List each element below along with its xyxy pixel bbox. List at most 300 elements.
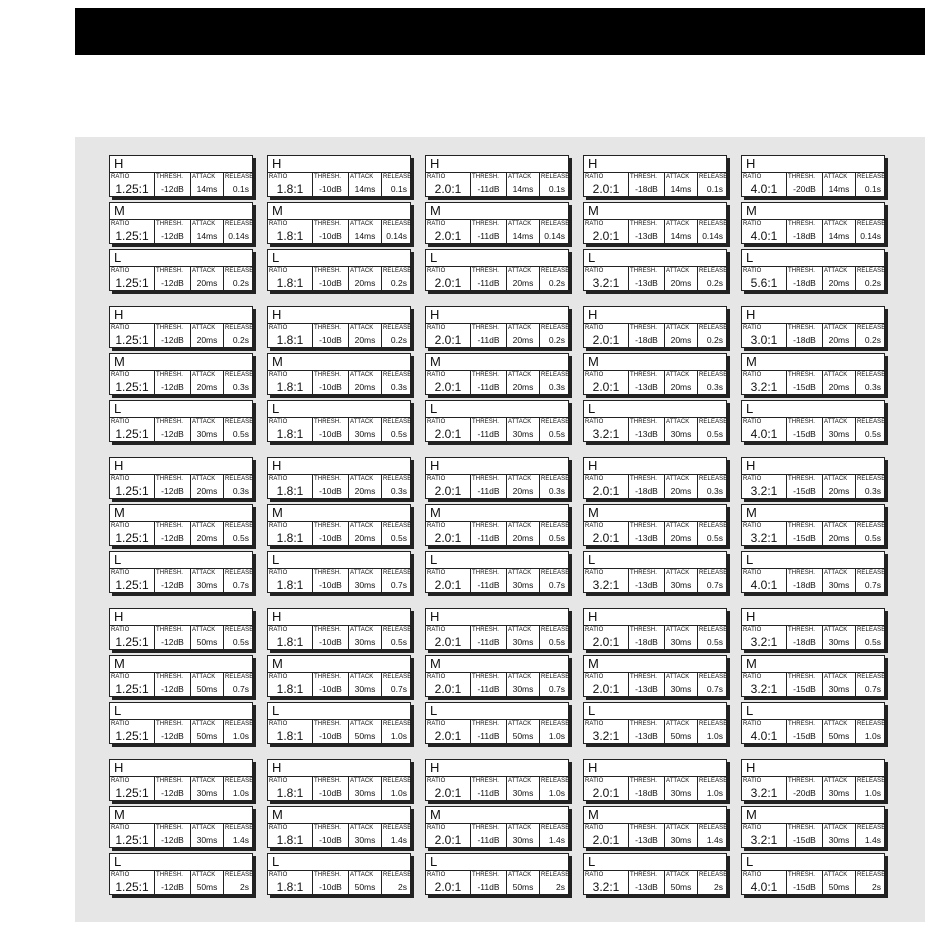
thresh-value: -10dB bbox=[319, 580, 342, 590]
release-cell bbox=[223, 777, 252, 800]
release-label: RELEASE bbox=[383, 523, 412, 529]
ratio-label: RATIO bbox=[743, 627, 762, 633]
ratio-value: 1.8:1 bbox=[276, 182, 304, 196]
thresh-label: THRESH. bbox=[156, 419, 184, 425]
ratio-cell bbox=[742, 777, 786, 800]
release-cell bbox=[223, 475, 252, 498]
attack-label: ATTACK bbox=[508, 570, 532, 576]
release-label: RELEASE bbox=[225, 268, 254, 274]
band-values-row bbox=[426, 370, 568, 394]
thresh-cell bbox=[628, 673, 664, 696]
release-label: RELEASE bbox=[541, 174, 570, 180]
release-cell bbox=[697, 371, 726, 394]
band-card bbox=[741, 202, 885, 244]
release-label: RELEASE bbox=[699, 674, 728, 680]
band-label: L bbox=[430, 703, 438, 718]
thresh-value: -10dB bbox=[319, 882, 342, 892]
release-value: 1.0s bbox=[390, 731, 407, 741]
thresh-value: -13dB bbox=[635, 882, 658, 892]
release-value: 0.3s bbox=[864, 382, 881, 392]
release-cell bbox=[855, 220, 884, 243]
release-value: 1.0s bbox=[232, 731, 249, 741]
thresh-label: THRESH. bbox=[472, 825, 500, 831]
ratio-cell bbox=[110, 418, 154, 441]
attack-label: ATTACK bbox=[192, 627, 216, 633]
band-label: L bbox=[272, 401, 280, 416]
band-card bbox=[109, 249, 253, 291]
attack-value: 20ms bbox=[828, 335, 850, 345]
thresh-value: -11dB bbox=[477, 684, 500, 694]
release-value: 0.3s bbox=[548, 486, 565, 496]
band-values-row bbox=[742, 719, 884, 743]
thresh-value: -11dB bbox=[477, 882, 500, 892]
band-values-row bbox=[268, 266, 410, 290]
release-value: 0.7s bbox=[864, 580, 881, 590]
release-value: 0.5s bbox=[706, 429, 723, 439]
band-values-row bbox=[584, 672, 726, 696]
band-values-row bbox=[268, 568, 410, 592]
ratio-cell bbox=[268, 418, 312, 441]
ratio-cell bbox=[584, 871, 628, 894]
ratio-label: RATIO bbox=[585, 419, 604, 425]
band-card bbox=[583, 806, 727, 848]
release-value: 0.7s bbox=[232, 684, 249, 694]
band-label: M bbox=[114, 203, 125, 218]
ratio-cell bbox=[426, 720, 470, 743]
release-value: 0.5s bbox=[390, 533, 407, 543]
release-cell bbox=[855, 824, 884, 847]
thresh-label: THRESH. bbox=[314, 372, 342, 378]
thresh-cell bbox=[470, 824, 506, 847]
band-values-row bbox=[584, 719, 726, 743]
band-label: L bbox=[746, 401, 754, 416]
ratio-cell bbox=[426, 871, 470, 894]
thresh-label: THRESH. bbox=[472, 476, 500, 482]
thresh-value: -10dB bbox=[319, 684, 342, 694]
thresh-cell bbox=[470, 720, 506, 743]
ratio-label: RATIO bbox=[743, 674, 762, 680]
header-bar bbox=[75, 8, 925, 55]
ratio-label: RATIO bbox=[427, 419, 446, 425]
ratio-cell bbox=[426, 267, 470, 290]
thresh-value: -10dB bbox=[319, 637, 342, 647]
thresh-cell bbox=[154, 720, 190, 743]
ratio-cell bbox=[110, 267, 154, 290]
thresh-cell bbox=[312, 418, 348, 441]
release-value: 0.5s bbox=[390, 637, 407, 647]
release-cell bbox=[855, 777, 884, 800]
release-label: RELEASE bbox=[383, 825, 412, 831]
release-cell bbox=[539, 777, 568, 800]
release-cell bbox=[381, 824, 410, 847]
attack-value: 20ms bbox=[828, 382, 850, 392]
ratio-value: 1.8:1 bbox=[276, 682, 304, 696]
ratio-label: RATIO bbox=[269, 825, 288, 831]
thresh-value: -12dB bbox=[161, 486, 184, 496]
thresh-value: -12dB bbox=[161, 788, 184, 798]
ratio-value: 2.0:1 bbox=[434, 427, 462, 441]
attack-cell bbox=[190, 475, 223, 498]
thresh-label: THRESH. bbox=[788, 721, 816, 727]
ratio-value: 2.0:1 bbox=[592, 229, 620, 243]
release-value: 1.4s bbox=[232, 835, 249, 845]
thresh-label: THRESH. bbox=[314, 627, 342, 633]
attack-label: ATTACK bbox=[350, 174, 374, 180]
band-card bbox=[425, 353, 569, 395]
band-values-row bbox=[110, 370, 252, 394]
attack-value: 20ms bbox=[828, 533, 850, 543]
thresh-cell bbox=[628, 871, 664, 894]
ratio-label: RATIO bbox=[111, 221, 130, 227]
band-values-row bbox=[742, 474, 884, 498]
attack-cell bbox=[348, 475, 381, 498]
release-cell bbox=[539, 824, 568, 847]
ratio-cell bbox=[110, 220, 154, 243]
band-values-row bbox=[110, 521, 252, 545]
thresh-label: THRESH. bbox=[156, 476, 184, 482]
ratio-cell bbox=[110, 626, 154, 649]
thresh-label: THRESH. bbox=[156, 674, 184, 680]
thresh-label: THRESH. bbox=[156, 372, 184, 378]
thresh-label: THRESH. bbox=[314, 325, 342, 331]
thresh-label: THRESH. bbox=[788, 325, 816, 331]
ratio-value: 3.2:1 bbox=[750, 484, 778, 498]
attack-value: 20ms bbox=[670, 335, 692, 345]
ratio-label: RATIO bbox=[111, 674, 130, 680]
band-card bbox=[583, 759, 727, 801]
band-values-row bbox=[584, 521, 726, 545]
thresh-label: THRESH. bbox=[314, 721, 342, 727]
attack-cell bbox=[664, 418, 697, 441]
release-label: RELEASE bbox=[225, 523, 254, 529]
ratio-label: RATIO bbox=[427, 872, 446, 878]
release-cell bbox=[539, 418, 568, 441]
thresh-cell bbox=[786, 475, 822, 498]
band-values-row bbox=[268, 323, 410, 347]
attack-cell bbox=[506, 673, 539, 696]
ratio-cell bbox=[742, 673, 786, 696]
band-values-row bbox=[110, 568, 252, 592]
ratio-cell bbox=[268, 720, 312, 743]
thresh-cell bbox=[312, 871, 348, 894]
thresh-value: -12dB bbox=[161, 580, 184, 590]
release-cell bbox=[539, 267, 568, 290]
band-values-row bbox=[268, 672, 410, 696]
ratio-value: 1.25:1 bbox=[115, 635, 149, 649]
attack-cell bbox=[822, 626, 855, 649]
attack-value: 30ms bbox=[670, 580, 692, 590]
attack-value: 20ms bbox=[512, 486, 534, 496]
ratio-cell bbox=[110, 522, 154, 545]
release-value: 0.7s bbox=[390, 580, 407, 590]
thresh-cell bbox=[786, 522, 822, 545]
attack-label: ATTACK bbox=[508, 778, 532, 784]
attack-value: 20ms bbox=[670, 278, 692, 288]
band-label: H bbox=[588, 458, 598, 473]
attack-label: ATTACK bbox=[824, 268, 848, 274]
attack-value: 30ms bbox=[670, 429, 692, 439]
thresh-value: -11dB bbox=[477, 278, 500, 288]
ratio-value: 1.25:1 bbox=[115, 484, 149, 498]
attack-cell bbox=[348, 673, 381, 696]
ratio-cell bbox=[742, 475, 786, 498]
attack-cell bbox=[506, 267, 539, 290]
thresh-value: -12dB bbox=[161, 429, 184, 439]
attack-value: 50ms bbox=[196, 731, 218, 741]
thresh-value: -10dB bbox=[319, 231, 342, 241]
band-label: H bbox=[588, 307, 598, 322]
ratio-label: RATIO bbox=[585, 372, 604, 378]
attack-value: 20ms bbox=[196, 278, 218, 288]
release-cell bbox=[539, 720, 568, 743]
attack-label: ATTACK bbox=[666, 872, 690, 878]
band-card bbox=[583, 353, 727, 395]
band-values-row bbox=[110, 870, 252, 894]
ratio-value: 3.2:1 bbox=[750, 786, 778, 800]
thresh-label: THRESH. bbox=[630, 325, 658, 331]
ratio-cell bbox=[268, 522, 312, 545]
thresh-cell bbox=[312, 673, 348, 696]
release-value: 0.1s bbox=[232, 184, 249, 194]
release-cell bbox=[381, 418, 410, 441]
band-values-row bbox=[426, 474, 568, 498]
thresh-label: THRESH. bbox=[788, 476, 816, 482]
attack-label: ATTACK bbox=[192, 221, 216, 227]
band-card bbox=[741, 551, 885, 593]
release-value: 0.3s bbox=[232, 486, 249, 496]
thresh-cell bbox=[470, 173, 506, 196]
band-label: M bbox=[588, 505, 599, 520]
release-label: RELEASE bbox=[541, 778, 570, 784]
attack-value: 20ms bbox=[196, 533, 218, 543]
attack-value: 20ms bbox=[354, 335, 376, 345]
thresh-label: THRESH. bbox=[156, 721, 184, 727]
ratio-label: RATIO bbox=[269, 627, 288, 633]
band-label: L bbox=[114, 401, 122, 416]
band-values-row bbox=[268, 719, 410, 743]
release-cell bbox=[697, 824, 726, 847]
band-card bbox=[109, 853, 253, 895]
band-card bbox=[425, 400, 569, 442]
thresh-label: THRESH. bbox=[630, 778, 658, 784]
release-cell bbox=[697, 673, 726, 696]
attack-label: ATTACK bbox=[508, 674, 532, 680]
attack-cell bbox=[822, 824, 855, 847]
release-cell bbox=[381, 720, 410, 743]
band-card bbox=[583, 202, 727, 244]
ratio-value: 3.0:1 bbox=[750, 333, 778, 347]
ratio-value: 1.8:1 bbox=[276, 729, 304, 743]
release-label: RELEASE bbox=[699, 523, 728, 529]
band-label: M bbox=[746, 656, 757, 671]
thresh-cell bbox=[628, 720, 664, 743]
thresh-label: THRESH. bbox=[630, 674, 658, 680]
thresh-cell bbox=[312, 720, 348, 743]
ratio-cell bbox=[584, 522, 628, 545]
thresh-value: -18dB bbox=[635, 788, 658, 798]
band-card bbox=[109, 504, 253, 546]
thresh-label: THRESH. bbox=[314, 476, 342, 482]
attack-cell bbox=[506, 569, 539, 592]
band-values-row bbox=[268, 474, 410, 498]
attack-label: ATTACK bbox=[824, 627, 848, 633]
attack-label: ATTACK bbox=[666, 523, 690, 529]
thresh-label: THRESH. bbox=[788, 523, 816, 529]
attack-cell bbox=[506, 871, 539, 894]
ratio-label: RATIO bbox=[269, 221, 288, 227]
release-label: RELEASE bbox=[699, 476, 728, 482]
release-cell bbox=[539, 220, 568, 243]
band-label: M bbox=[588, 354, 599, 369]
thresh-cell bbox=[786, 569, 822, 592]
ratio-cell bbox=[584, 267, 628, 290]
band-label: H bbox=[746, 760, 756, 775]
release-value: 0.5s bbox=[548, 429, 565, 439]
band-card bbox=[583, 400, 727, 442]
release-cell bbox=[539, 626, 568, 649]
release-cell bbox=[381, 569, 410, 592]
attack-label: ATTACK bbox=[666, 174, 690, 180]
thresh-cell bbox=[628, 777, 664, 800]
attack-label: ATTACK bbox=[192, 268, 216, 274]
ratio-cell bbox=[110, 777, 154, 800]
ratio-label: RATIO bbox=[427, 268, 446, 274]
ratio-label: RATIO bbox=[427, 174, 446, 180]
thresh-cell bbox=[470, 220, 506, 243]
thresh-label: THRESH. bbox=[472, 872, 500, 878]
release-value: 0.7s bbox=[706, 684, 723, 694]
band-values-row bbox=[742, 219, 884, 243]
thresh-cell bbox=[628, 267, 664, 290]
band-card bbox=[109, 608, 253, 650]
ratio-value: 1.25:1 bbox=[115, 333, 149, 347]
attack-value: 14ms bbox=[670, 184, 692, 194]
ratio-value: 4.0:1 bbox=[750, 427, 778, 441]
release-label: RELEASE bbox=[699, 221, 728, 227]
release-cell bbox=[697, 173, 726, 196]
thresh-cell bbox=[628, 173, 664, 196]
ratio-label: RATIO bbox=[269, 778, 288, 784]
ratio-value: 1.8:1 bbox=[276, 786, 304, 800]
thresh-value: -18dB bbox=[793, 231, 816, 241]
thresh-cell bbox=[628, 324, 664, 347]
ratio-value: 1.25:1 bbox=[115, 578, 149, 592]
ratio-value: 3.2:1 bbox=[750, 531, 778, 545]
attack-cell bbox=[190, 371, 223, 394]
attack-label: ATTACK bbox=[508, 523, 532, 529]
ratio-cell bbox=[110, 871, 154, 894]
band-values-row bbox=[110, 323, 252, 347]
attack-value: 20ms bbox=[512, 533, 534, 543]
thresh-value: -12dB bbox=[161, 335, 184, 345]
thresh-label: THRESH. bbox=[472, 268, 500, 274]
attack-cell bbox=[822, 569, 855, 592]
attack-value: 50ms bbox=[354, 731, 376, 741]
thresh-value: -13dB bbox=[635, 278, 658, 288]
attack-value: 30ms bbox=[828, 429, 850, 439]
band-label: M bbox=[430, 505, 441, 520]
thresh-label: THRESH. bbox=[472, 627, 500, 633]
release-value: 0.2s bbox=[390, 278, 407, 288]
band-card bbox=[425, 655, 569, 697]
attack-label: ATTACK bbox=[824, 325, 848, 331]
attack-value: 30ms bbox=[512, 788, 534, 798]
band-card bbox=[425, 202, 569, 244]
ratio-label: RATIO bbox=[585, 627, 604, 633]
attack-cell bbox=[506, 777, 539, 800]
band-card bbox=[109, 306, 253, 348]
attack-cell bbox=[348, 324, 381, 347]
thresh-label: THRESH. bbox=[314, 570, 342, 576]
thresh-label: THRESH. bbox=[630, 570, 658, 576]
ratio-value: 1.25:1 bbox=[115, 880, 149, 894]
attack-value: 20ms bbox=[354, 278, 376, 288]
thresh-value: -15dB bbox=[793, 486, 816, 496]
band-values-row bbox=[742, 172, 884, 196]
ratio-label: RATIO bbox=[585, 523, 604, 529]
band-values-row bbox=[268, 417, 410, 441]
release-label: RELEASE bbox=[541, 268, 570, 274]
attack-label: ATTACK bbox=[350, 268, 374, 274]
thresh-cell bbox=[786, 324, 822, 347]
attack-value: 20ms bbox=[512, 278, 534, 288]
thresh-value: -15dB bbox=[793, 684, 816, 694]
attack-value: 30ms bbox=[670, 835, 692, 845]
band-label: H bbox=[430, 156, 440, 171]
band-values-row bbox=[426, 672, 568, 696]
band-values-row bbox=[110, 474, 252, 498]
thresh-cell bbox=[470, 324, 506, 347]
attack-value: 50ms bbox=[670, 882, 692, 892]
band-label: H bbox=[272, 156, 282, 171]
attack-value: 14ms bbox=[828, 184, 850, 194]
ratio-value: 1.25:1 bbox=[115, 229, 149, 243]
thresh-value: -11dB bbox=[477, 731, 500, 741]
release-label: RELEASE bbox=[541, 476, 570, 482]
band-card bbox=[267, 249, 411, 291]
attack-value: 30ms bbox=[196, 835, 218, 845]
attack-value: 30ms bbox=[670, 788, 692, 798]
thresh-cell bbox=[154, 220, 190, 243]
band-label: M bbox=[746, 354, 757, 369]
band-values-row bbox=[742, 266, 884, 290]
release-value: 0.3s bbox=[706, 382, 723, 392]
ratio-value: 2.0:1 bbox=[434, 729, 462, 743]
attack-cell bbox=[664, 522, 697, 545]
release-label: RELEASE bbox=[699, 325, 728, 331]
attack-label: ATTACK bbox=[824, 674, 848, 680]
attack-cell bbox=[190, 673, 223, 696]
band-card bbox=[583, 504, 727, 546]
band-card bbox=[267, 400, 411, 442]
thresh-cell bbox=[470, 371, 506, 394]
attack-value: 14ms bbox=[354, 231, 376, 241]
thresh-cell bbox=[628, 418, 664, 441]
thresh-value: -18dB bbox=[635, 335, 658, 345]
ratio-value: 2.0:1 bbox=[434, 531, 462, 545]
ratio-cell bbox=[426, 777, 470, 800]
release-label: RELEASE bbox=[383, 325, 412, 331]
thresh-value: -12dB bbox=[161, 278, 184, 288]
attack-value: 14ms bbox=[670, 231, 692, 241]
thresh-cell bbox=[628, 824, 664, 847]
ratio-label: RATIO bbox=[427, 221, 446, 227]
attack-cell bbox=[664, 626, 697, 649]
ratio-cell bbox=[268, 569, 312, 592]
band-card bbox=[741, 853, 885, 895]
thresh-value: -11dB bbox=[477, 486, 500, 496]
ratio-label: RATIO bbox=[585, 476, 604, 482]
